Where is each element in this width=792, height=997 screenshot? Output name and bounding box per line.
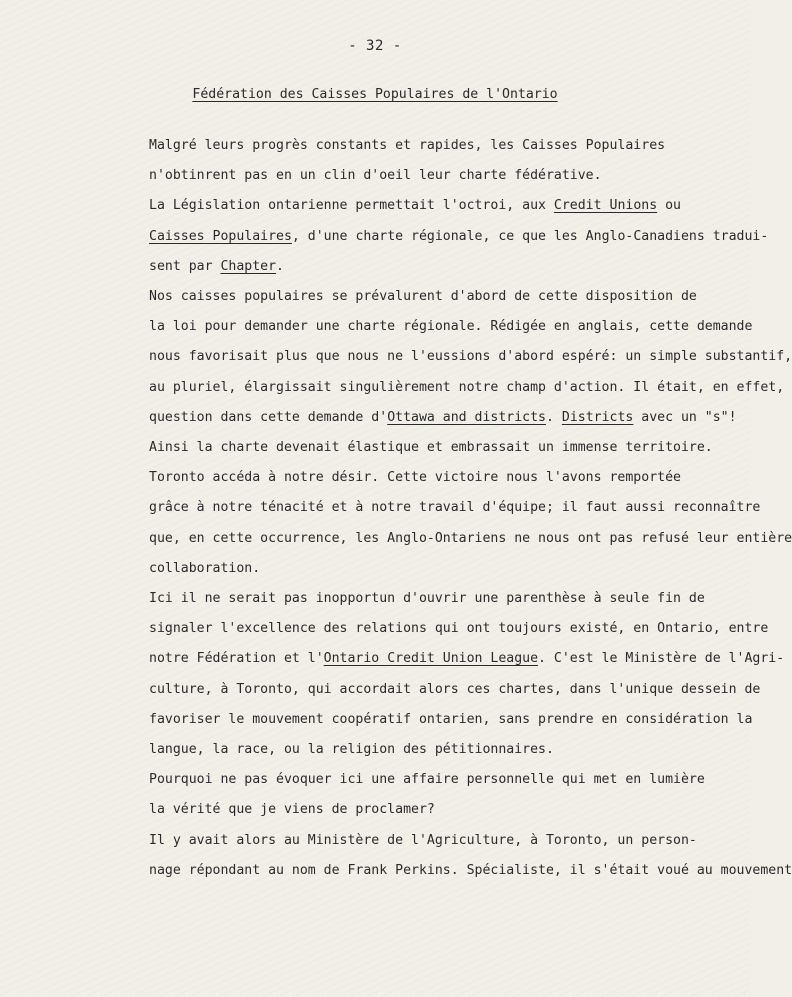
- text-line: [73, 222, 769, 252]
- text-line: [73, 252, 713, 282]
- paragraph-7: [73, 826, 792, 886]
- paragraph-6: [73, 765, 713, 825]
- text-line: [73, 403, 737, 433]
- text-line: favoriser le mouvement coopératif ontarien, sans prendre en considération la: [149, 711, 753, 727]
- text-fragment: question dans cette demande d': [149, 409, 388, 425]
- text-line: langue, la race, ou la religion des pétitionnaires.: [149, 742, 554, 758]
- text-line: Ainsi la charte devenait élastique et embrassait un immense territoire.: [149, 440, 713, 456]
- paragraph-2: [73, 191, 769, 282]
- text-line: la loi pour demander une charte régionale. Rédigée en anglais, cette demande: [149, 319, 753, 335]
- text-fragment: avec un "s"!: [633, 409, 737, 425]
- text-line: Il y avait alors au Ministère de l'Agriculture, à Toronto, un person-: [149, 832, 697, 848]
- text-line: la vérité que je viens de proclamer?: [149, 802, 435, 818]
- underlined-term-caisses-populaires: Caisses Populaires: [149, 228, 292, 244]
- text-line: Toronto accéda à notre désir. Cette victoire nous l'avons remportée: [149, 470, 681, 486]
- text-line: n'obtinrent pas en un clin d'oeil leur charte fédérative.: [149, 168, 602, 184]
- text-line: Malgré leurs progrès constants et rapides, les Caisses Populaires: [149, 138, 666, 153]
- text-line: collaboration.: [149, 560, 261, 576]
- paragraph-4: [73, 463, 792, 584]
- text-line: nage répondant au nom de Frank Perkins. Spécialiste, il s'était voué au mouvement: [149, 862, 792, 878]
- underlined-term-ottawa-and-districts: Ottawa and districts: [387, 409, 546, 425]
- underlined-term-chapter: Chapter: [220, 258, 277, 274]
- text-line: [73, 191, 713, 221]
- text-fragment: ou: [657, 198, 681, 214]
- text-fragment: .: [545, 409, 562, 425]
- text-line: [73, 644, 785, 674]
- underlined-term-credit-unions: Credit Unions: [553, 198, 658, 214]
- paragraph-5: [73, 584, 785, 765]
- text-fragment: , d'une charte régionale, ce que les Anglo-Canadiens tradui-: [291, 228, 769, 244]
- text-line: nous favorisait plus que nous ne l'eussions d'abord espéré: un simple substantif,: [149, 349, 792, 365]
- paragraph-1: [73, 131, 713, 191]
- text-line: signaler l'excellence des relations qui ont toujours existé, en Ontario, entre: [149, 621, 769, 637]
- paragraph-3: [73, 282, 792, 463]
- text-fragment: sent par: [149, 258, 221, 274]
- text-line: que, en cette occurrence, les Anglo-Ontariens ne nous ont pas refusé leur entière: [149, 530, 792, 546]
- text-fragment: .: [276, 258, 284, 274]
- page-number: - 32 -: [348, 38, 402, 54]
- text-line: au pluriel, élargissait singulièrement notre champ d'action. Il était, en effet,: [149, 379, 785, 395]
- text-line: Ici il ne serait pas inopportun d'ouvrir une parenthèse à seule fin de: [149, 591, 705, 607]
- page-heading: Fédération des Caisses Populaires de l'Ontario: [192, 87, 558, 102]
- underlined-term-ontario-credit-union-league: Ontario Credit Union League: [323, 651, 539, 667]
- document-body: [73, 131, 792, 886]
- text-line: Nos caisses populaires se prévalurent d'abord de cette disposition de: [149, 289, 697, 305]
- text-fragment: notre Fédération et l': [149, 651, 324, 667]
- text-line: Pourquoi ne pas évoquer ici une affaire personnelle qui met en lumière: [149, 772, 705, 788]
- text-line: grâce à notre ténacité et à notre travail d'équipe; il faut aussi reconnaître: [149, 500, 761, 516]
- text-fragment: La Législation ontarienne permettait l'octroi, aux: [149, 198, 554, 214]
- text-line: culture, à Toronto, qui accordait alors ces chartes, dans l'unique dessein de: [149, 681, 761, 697]
- text-fragment: . C'est le Ministère de l'Agri-: [538, 651, 785, 667]
- underlined-term-districts: Districts: [561, 409, 634, 425]
